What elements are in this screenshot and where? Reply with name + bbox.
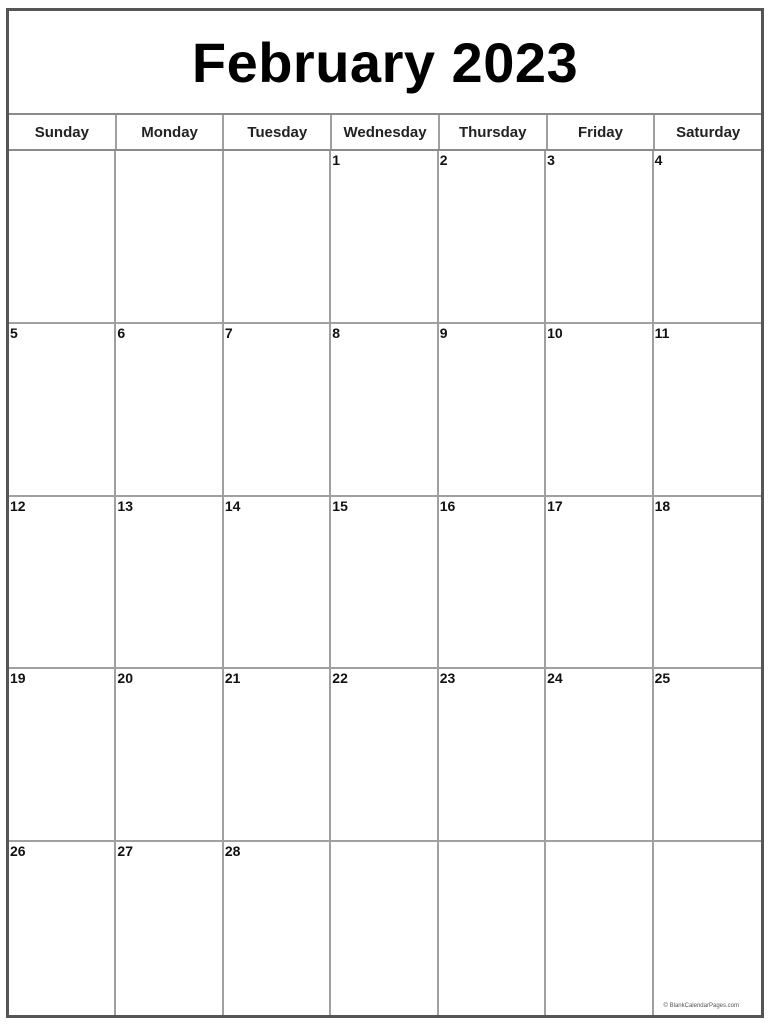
day-number: 3 <box>547 152 555 168</box>
day-cell <box>331 497 438 670</box>
day-number: 2 <box>439 152 448 168</box>
day-cell <box>224 669 331 842</box>
day-cell <box>116 497 223 670</box>
day-number: 26 <box>10 843 26 860</box>
day-number: 4 <box>654 152 663 168</box>
weekday-saturday: Saturday <box>676 123 741 141</box>
empty-day-cell <box>116 151 223 324</box>
day-number: 8 <box>332 324 341 341</box>
day-cell <box>9 324 116 497</box>
day-cell <box>224 842 331 1015</box>
day-cell <box>654 669 761 842</box>
day-number: 10 <box>547 324 563 341</box>
day-number: 19 <box>10 670 26 687</box>
day-cell <box>546 669 653 842</box>
empty-day-cell <box>331 842 438 1015</box>
day-cell <box>439 669 546 842</box>
weekday-tuesday: Tuesday <box>224 115 332 149</box>
day-cell <box>9 669 116 842</box>
day-number: 23 <box>439 670 456 687</box>
calendar-title: February 2023 <box>9 11 761 115</box>
day-cell <box>439 151 546 324</box>
day-cell <box>654 497 761 670</box>
weekday-monday: Monday <box>117 115 225 149</box>
empty-day-cell <box>9 151 116 324</box>
weekday-sunday: Sunday <box>9 115 117 149</box>
day-number: 16 <box>439 497 456 514</box>
empty-day-cell <box>546 842 653 1015</box>
day-cell <box>224 324 331 497</box>
day-number: 1 <box>332 152 341 168</box>
empty-day-cell <box>654 842 761 1015</box>
day-number: 6 <box>117 324 126 341</box>
day-number: 21 <box>224 670 241 687</box>
day-number: 13 <box>117 497 133 514</box>
day-number: 24 <box>547 670 563 687</box>
day-number: 28 <box>224 843 241 860</box>
day-number: 9 <box>439 324 448 341</box>
day-cell <box>546 324 653 497</box>
day-number: 15 <box>332 497 348 514</box>
day-number: 12 <box>10 497 26 514</box>
day-cell <box>654 151 761 324</box>
day-cell <box>116 842 223 1015</box>
day-cell <box>116 324 223 497</box>
day-cell <box>331 151 438 324</box>
weekday-thursday: Thursday <box>440 115 548 149</box>
day-cell <box>9 842 116 1015</box>
day-number: 18 <box>654 497 671 514</box>
day-number: 14 <box>224 497 241 514</box>
day-cell <box>331 324 438 497</box>
day-grid <box>9 151 761 1015</box>
day-cell <box>224 497 331 670</box>
empty-day-cell <box>439 842 546 1015</box>
day-cell <box>116 669 223 842</box>
day-cell <box>331 669 438 842</box>
empty-day-cell <box>224 151 331 324</box>
day-cell <box>9 497 116 670</box>
day-cell <box>439 497 546 670</box>
day-cell <box>546 497 653 670</box>
day-cell <box>546 151 653 324</box>
day-number: 5 <box>10 324 18 341</box>
weekday-wednesday: Wednesday <box>332 115 440 149</box>
footer-credit: © BlankCalendarPages.com <box>663 1003 739 1009</box>
day-number: 27 <box>117 843 133 860</box>
day-number: 25 <box>654 670 671 687</box>
calendar-frame <box>6 8 764 1018</box>
day-number: 7 <box>224 324 233 341</box>
day-number: 22 <box>332 670 348 687</box>
day-number: 20 <box>117 670 133 687</box>
day-number: 17 <box>547 497 563 514</box>
weekday-friday: Friday <box>548 115 656 149</box>
day-cell <box>439 324 546 497</box>
day-cell <box>654 324 761 497</box>
day-number: 11 <box>654 324 670 341</box>
weekday-header-row <box>9 115 761 151</box>
